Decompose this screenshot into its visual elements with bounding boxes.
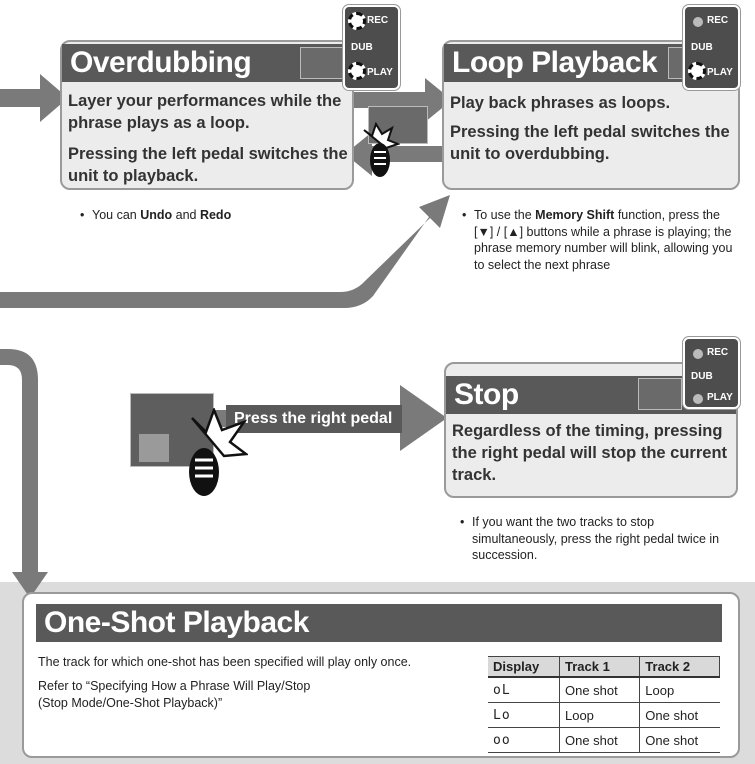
dub-label: DUB: [351, 42, 373, 53]
overdubbing-mode-indicator: [343, 5, 400, 90]
loop-playback-title: Loop Playback: [444, 44, 738, 82]
loop-mode-indicator: [683, 5, 740, 90]
one-shot-reference: Refer to “Specifying How a Phrase Will Play/Stop (Stop Mode/One-Shot Playback)”: [38, 679, 311, 710]
stop-note: • If you want the two tracks to stop simultaneously, press the right pedal twice in succession.: [472, 514, 738, 564]
table-row: [488, 703, 720, 728]
display-code: Lo: [488, 703, 559, 728]
display-code: oo: [488, 728, 559, 753]
rec-label: REC: [707, 347, 729, 358]
play-indicator-icon: [348, 62, 366, 80]
play-label: PLAY: [707, 392, 733, 403]
table-header-track2: Track 2: [640, 657, 720, 678]
one-shot-description: The track for which one-shot has been specified will play only once.: [38, 655, 412, 669]
table-header-track1: Track 1: [559, 657, 639, 678]
overdubbing-line2: Pressing the left pedal switches the unit to playback.: [68, 145, 348, 185]
track1-mode: Loop: [559, 703, 639, 728]
display-code: oL: [488, 677, 559, 703]
track1-mode: One shot: [559, 677, 639, 703]
rec-indicator-icon: [348, 12, 366, 30]
stop-line1: Regardless of the timing, pressing the right pedal will stop the current track.: [452, 422, 728, 484]
table-row: [488, 677, 720, 703]
track2-mode: Loop: [640, 677, 720, 703]
foot-press-icon: [360, 122, 400, 182]
stop-mode-indicator: [683, 337, 740, 409]
play-label: PLAY: [707, 67, 733, 78]
table-header-row: [488, 657, 720, 678]
play-label: PLAY: [367, 67, 393, 78]
stop-device-thumbnail: [638, 378, 682, 410]
one-shot-title: One-Shot Playback: [36, 604, 722, 642]
dub-label: DUB: [691, 42, 713, 53]
entry-arrow: [0, 74, 68, 122]
to-oneshot-arrow: [0, 349, 48, 598]
overdubbing-device-thumbnail: [300, 47, 344, 79]
loop-playback-line2: Pressing the left pedal switches the unit to overdubbing.: [450, 123, 730, 163]
loop-playback-line1: Play back phrases as loops.: [450, 94, 671, 112]
table-header-display: Display: [488, 657, 559, 678]
stop-title: Stop: [446, 376, 736, 414]
device-pedal: [139, 434, 169, 462]
track2-mode: One shot: [640, 703, 720, 728]
table-row: [488, 728, 720, 753]
loop-playback-note: • To use the Memory Shift function, press the [▼] / [▲] buttons while a phrase is playing; the phrase memory number will blink, allowing you to select the next phrase: [474, 207, 736, 273]
press-right-pedal-label: Press the right pedal: [226, 405, 402, 433]
overdubbing-title: Overdubbing: [62, 44, 352, 82]
rec-label: REC: [367, 15, 389, 26]
play-indicator-icon: [688, 62, 706, 80]
overdubbing-note: • You can Undo and Redo: [92, 207, 332, 224]
overdubbing-line1: Layer your performances while the phrase plays as a loop.: [68, 92, 342, 132]
rec-dot-icon: [693, 349, 703, 359]
foot-press-icon: [178, 408, 248, 500]
play-dot-icon: [693, 394, 703, 404]
rec-dot-icon: [693, 17, 703, 27]
track1-mode: One shot: [559, 728, 639, 753]
track-mode-table: [488, 656, 720, 753]
rec-label: REC: [707, 15, 729, 26]
track2-mode: One shot: [640, 728, 720, 753]
dub-label: DUB: [691, 371, 713, 382]
